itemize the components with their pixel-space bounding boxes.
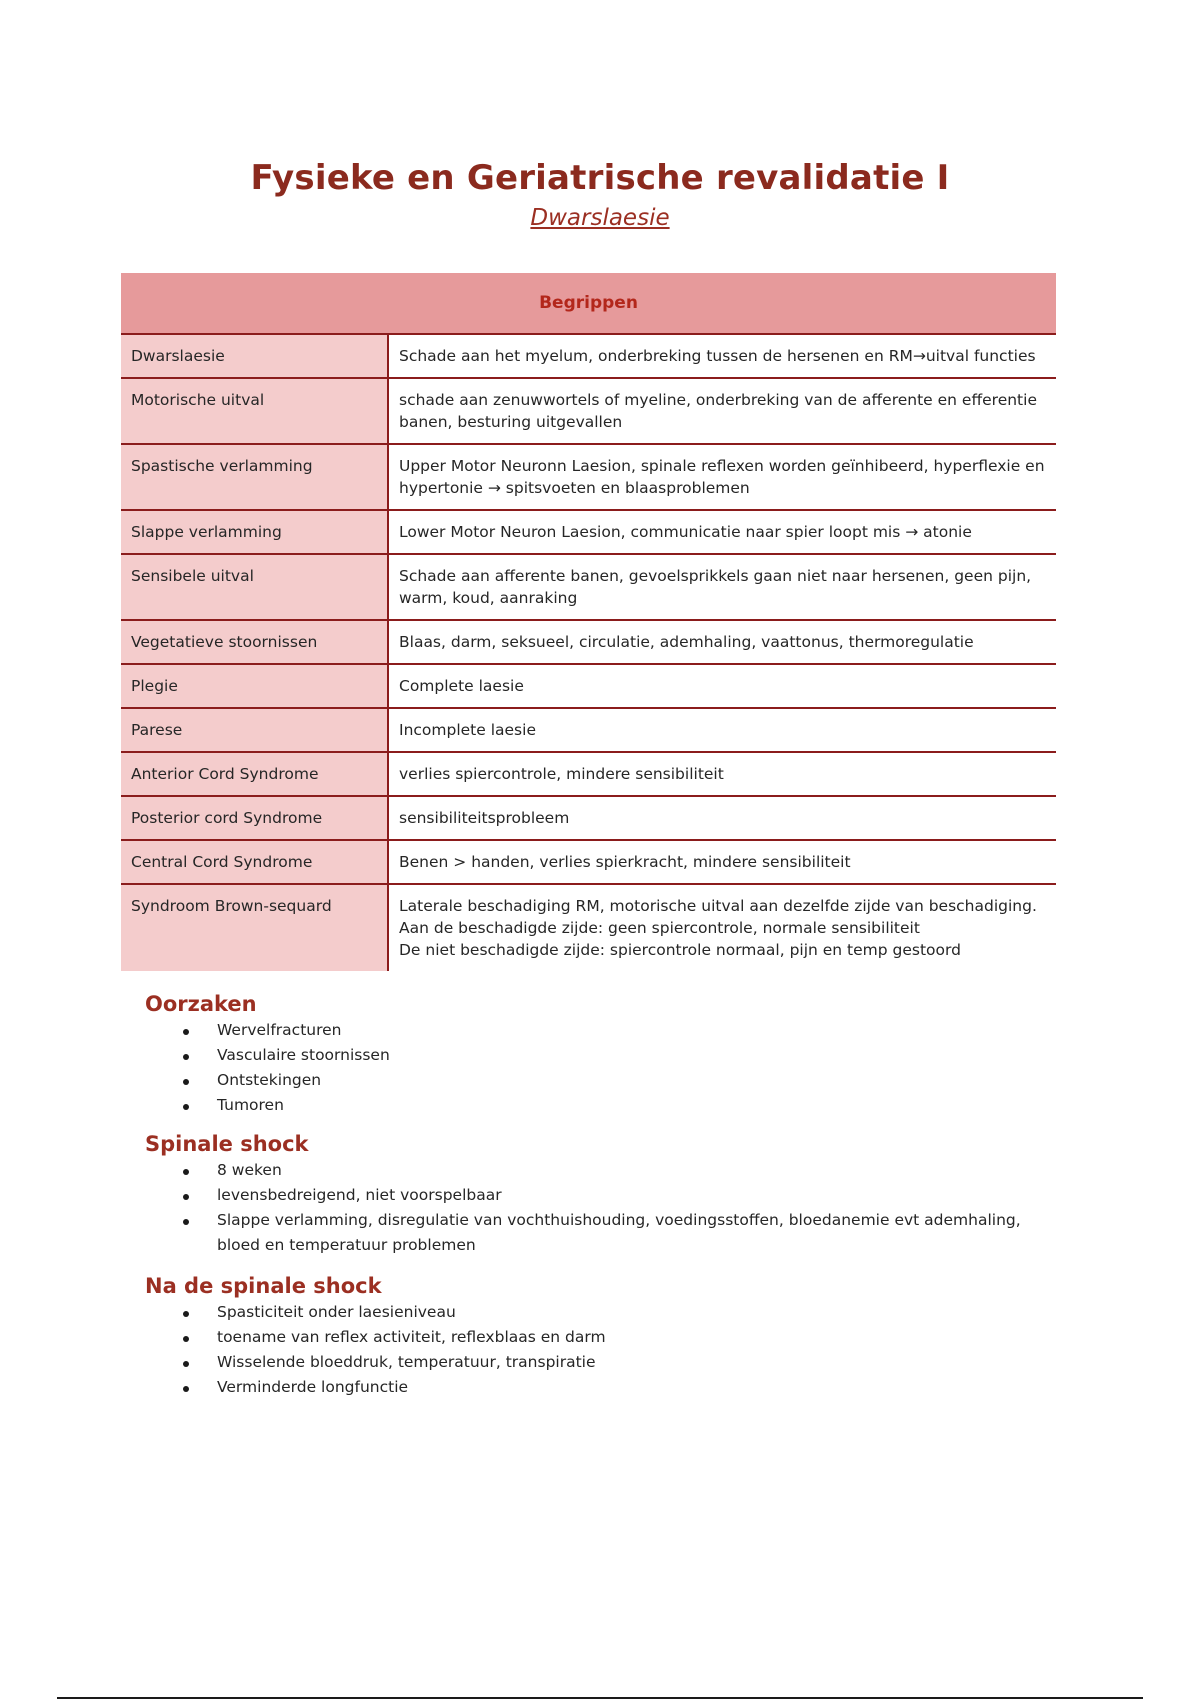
table-row xyxy=(121,884,1056,971)
list-item: toename van reflex activiteit, reflexblaas en darm xyxy=(145,1325,1037,1350)
term-cell: Parese xyxy=(121,708,388,752)
term-cell: Syndroom Brown-sequard xyxy=(121,884,388,971)
bullet-icon xyxy=(183,1079,189,1085)
section-heading: Oorzaken xyxy=(145,992,257,1016)
terms-table xyxy=(121,273,1056,971)
bullet-icon xyxy=(183,1194,189,1200)
table-row xyxy=(121,708,1056,752)
section-heading: Na de spinale shock xyxy=(145,1274,382,1298)
bullet-icon xyxy=(183,1169,189,1175)
table-row xyxy=(121,444,1056,510)
table-header: Begrippen xyxy=(121,273,1056,334)
term-cell: Sensibele uitval xyxy=(121,554,388,620)
section-oorzaken xyxy=(145,992,1037,1118)
bullet-list xyxy=(145,1300,1037,1400)
table-row xyxy=(121,510,1056,554)
table-row xyxy=(121,554,1056,620)
definition-cell: Lower Motor Neuron Laesion, communicatie naar spier loopt mis → atonie xyxy=(388,510,1056,554)
definition-cell: Incomplete laesie xyxy=(388,708,1056,752)
term-cell: Vegetatieve stoornissen xyxy=(121,620,388,664)
list-item: Spasticiteit onder laesieniveau xyxy=(145,1300,1037,1325)
page-title: Fysieke en Geriatrische revalidatie I xyxy=(250,158,950,198)
term-cell: Spastische verlamming xyxy=(121,444,388,510)
bullet-icon xyxy=(183,1361,189,1367)
bullet-icon xyxy=(183,1311,189,1317)
list-item: Tumoren xyxy=(145,1093,1037,1118)
table-row xyxy=(121,752,1056,796)
bullet-icon xyxy=(183,1054,189,1060)
list-item: Slappe verlamming, disregulatie van vochthuishouding, voedingsstoffen, bloedanemie evt ademhaling, bloed en temperatuur problemen xyxy=(145,1208,1037,1258)
term-cell: Motorische uitval xyxy=(121,378,388,444)
definition-cell xyxy=(388,884,1056,971)
term-cell: Central Cord Syndrome xyxy=(121,840,388,884)
table-row xyxy=(121,796,1056,840)
section-na-de-spinale-shock xyxy=(145,1274,1037,1400)
list-item: levensbedreigend, niet voorspelbaar xyxy=(145,1183,1037,1208)
page-subtitle: Dwarslaesie xyxy=(530,205,670,231)
definition-cell: Schade aan afferente banen, gevoelsprikkels gaan niet naar hersenen, geen pijn, warm, koud, aanraking xyxy=(388,554,1056,620)
bullet-icon xyxy=(183,1104,189,1110)
definition-cell: schade aan zenuwwortels of myeline, onderbreking van de afferente en efferentie banen, besturing uitgevallen xyxy=(388,378,1056,444)
list-item: Wervelfracturen xyxy=(145,1018,1037,1043)
table-row xyxy=(121,378,1056,444)
definition-cell: Complete laesie xyxy=(388,664,1056,708)
definition-cell: Upper Motor Neuronn Laesion, spinale reflexen worden geïnhibeerd, hyperflexie en hypertonie → spitsvoeten en blaasproblemen xyxy=(388,444,1056,510)
definition-cell: sensibiliteitsprobleem xyxy=(388,796,1056,840)
definition-cell: verlies spiercontrole, mindere sensibiliteit xyxy=(388,752,1056,796)
definition-cell: Schade aan het myelum, onderbreking tussen de hersenen en RM→uitval functies xyxy=(388,334,1056,378)
list-item: Vasculaire stoornissen xyxy=(145,1043,1037,1068)
definition-line: Laterale beschadiging RM, motorische uitval aan dezelfde zijde van beschadiging. Aan de beschadigde zijde: geen spiercontrole, normale sensibiliteit xyxy=(399,897,1037,937)
table-row xyxy=(121,664,1056,708)
term-cell: Dwarslaesie xyxy=(121,334,388,378)
section-spinale-shock xyxy=(145,1132,1037,1258)
table-row xyxy=(121,620,1056,664)
term-cell: Posterior cord Syndrome xyxy=(121,796,388,840)
bullet-list xyxy=(145,1158,1037,1258)
list-item: Wisselende bloeddruk, temperatuur, transpiratie xyxy=(145,1350,1037,1375)
footer-divider xyxy=(57,1697,1143,1699)
list-item: 8 weken xyxy=(145,1158,1037,1183)
table-row xyxy=(121,840,1056,884)
bullet-icon xyxy=(183,1219,189,1225)
table-row xyxy=(121,334,1056,378)
definition-cell: Blaas, darm, seksueel, circulatie, ademhaling, vaattonus, thermoregulatie xyxy=(388,620,1056,664)
bullet-icon xyxy=(183,1336,189,1342)
term-cell: Plegie xyxy=(121,664,388,708)
term-cell: Slappe verlamming xyxy=(121,510,388,554)
bullet-icon xyxy=(183,1029,189,1035)
section-heading: Spinale shock xyxy=(145,1132,309,1156)
list-item: Ontstekingen xyxy=(145,1068,1037,1093)
definition-line: De niet beschadigde zijde: spiercontrole normaal, pijn en temp gestoord xyxy=(399,941,961,959)
definition-cell: Benen > handen, verlies spierkracht, mindere sensibiliteit xyxy=(388,840,1056,884)
bullet-list xyxy=(145,1018,1037,1118)
list-item: Verminderde longfunctie xyxy=(145,1375,1037,1400)
bullet-icon xyxy=(183,1386,189,1392)
term-cell: Anterior Cord Syndrome xyxy=(121,752,388,796)
